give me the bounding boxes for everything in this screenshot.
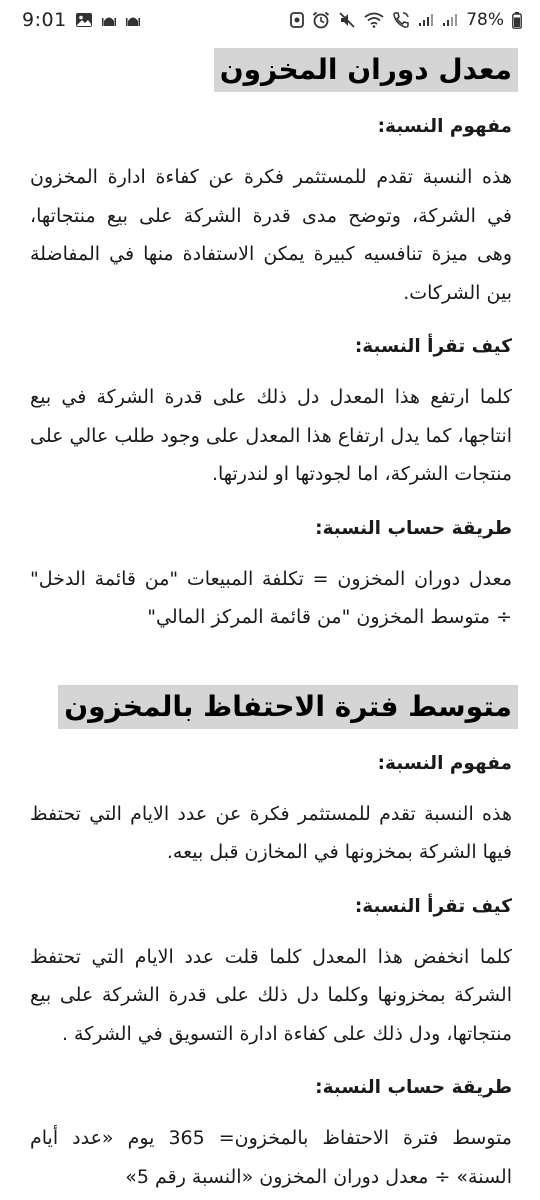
status-bar: [0, 0, 540, 40]
mute-icon: [338, 11, 356, 29]
alarm-icon: [312, 11, 330, 29]
paragraph-calculation: معدل دوران المخزون = تكلفة المبيعات "من قائمة الدخل" ÷ متوسط المخزون "من قائمة المركز المالي": [30, 567, 512, 628]
status-time: 9:01: [22, 9, 67, 31]
paragraph-how-to-read: كلما ارتفع هذا المعدل دل ذلك على قدرة الشركة في بيع انتاجها، كما يدل ارتفاع هذا المعدل على وجود طلب عالي على منتجات الشركة، اما لجودتها او لندرتها.: [30, 386, 512, 485]
mosque-icon: [101, 13, 117, 27]
paragraph-calculation: متوسط فترة الاحتفاظ بالمخزون= 365 يوم «عدد أيام السنة» ÷ معدل دوران المخزون «النسبة رقم 5»: [30, 1127, 512, 1188]
status-left: [22, 9, 141, 31]
heading-calculation: طريقة حساب النسبة:: [315, 517, 512, 539]
section-title-holding-period: متوسط فترة الاحتفاظ بالمخزون: [58, 685, 518, 729]
mosque-icon: [125, 13, 141, 27]
section-title-inventory-turnover: معدل دوران المخزون: [214, 48, 518, 92]
heading-how-to-read: كيف تقرأ النسبة:: [354, 895, 512, 917]
paragraph-concept: هذه النسبة تقدم للمستثمر فكرة عن كفاءة ادارة المخزون في الشركة، وتوضح مدى قدرة الشركة على بيع منتجاتها، وهى ميزة تنافسيه كبيرة يمكن الاستفادة منها في المفاضلة بين الشركات.: [30, 166, 512, 304]
status-right: [290, 10, 522, 30]
paragraph-how-to-read: كلما انخفض هذا المعدل كلما قلت عدد الايام التي تحتفظ الشركة بمخزونها وكلما دل ذلك على قدرة الشركة على بيع منتجاتها، ودل ذلك على كفاءة ادارة التسويق في الشركة .: [30, 945, 512, 1045]
battery-percent: 78%: [466, 10, 504, 30]
heading-concept: مفهوم النسبة:: [377, 752, 512, 774]
gallery-icon: [75, 12, 93, 28]
heading-how-to-read: كيف تقرأ النسبة:: [354, 336, 512, 357]
battery-icon: [512, 12, 522, 29]
signal-icon: [442, 13, 458, 27]
signal-icon: [418, 13, 434, 27]
wifi-call-icon: [392, 11, 410, 29]
notification-icon: [290, 12, 304, 28]
wifi-icon: [364, 12, 384, 28]
article-content: [0, 40, 540, 1196]
heading-concept: مفهوم النسبة:: [377, 116, 512, 137]
paragraph-concept: هذه النسبة تقدم للمستثمر فكرة عن عدد الايام التي تحتفظ فيها الشركة بمخزونها في المخازن قبل بيعه.: [30, 802, 512, 863]
heading-calculation: طريقة حساب النسبة:: [315, 1077, 512, 1098]
